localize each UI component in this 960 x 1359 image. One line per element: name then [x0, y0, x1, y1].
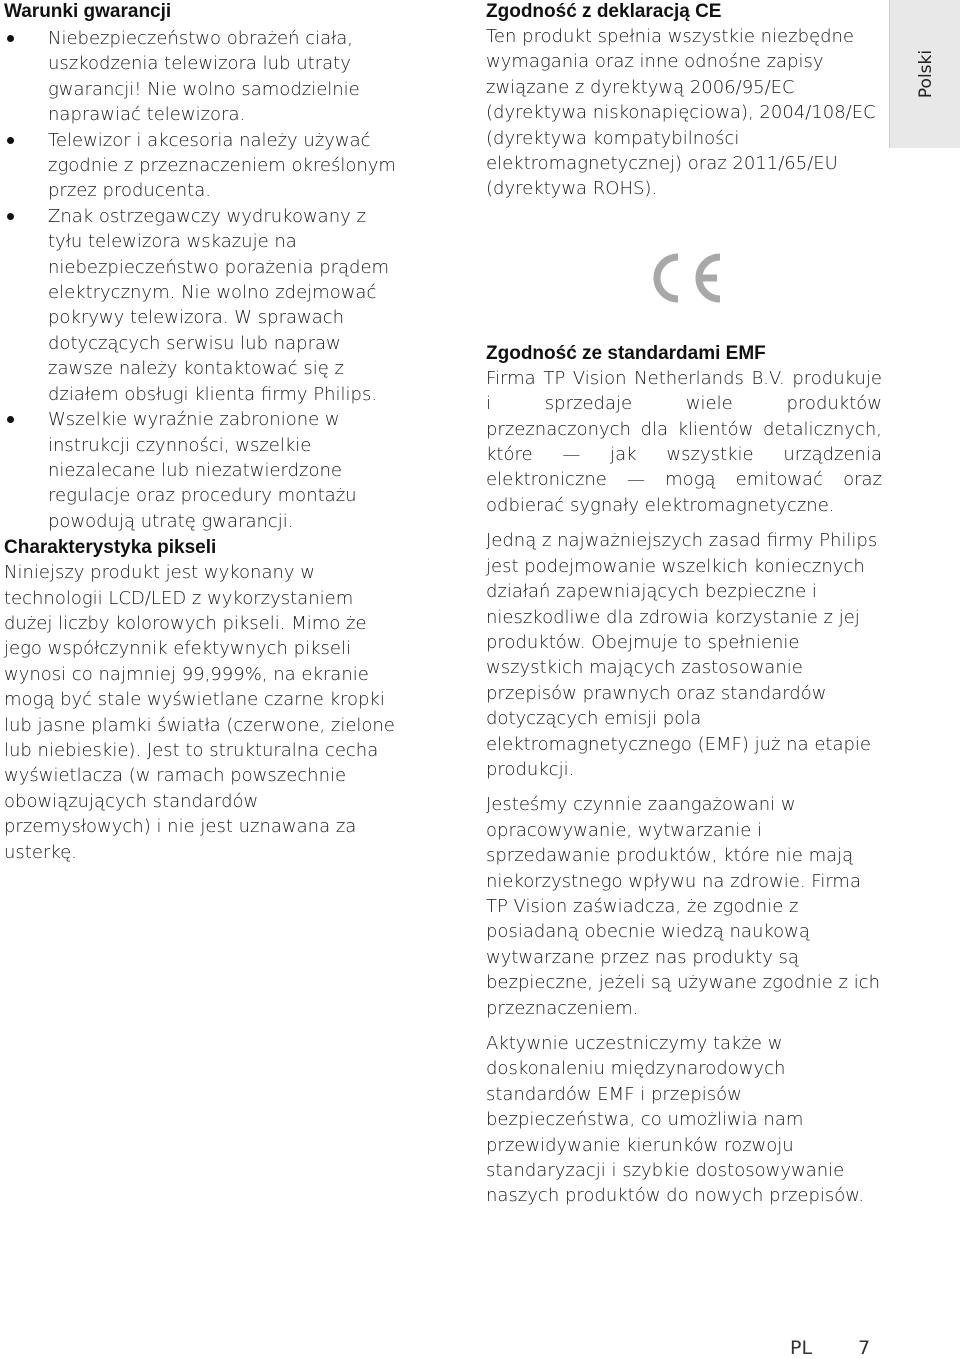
emf-paragraph-3: Jesteśmy czynnie zaangażowani w opracowywanie, wytwarzanie i sprzedawanie produktów, które nie mają niekorzystnego wpływu na zdrowie. Firma TP Vision zaświadcza, że zgodnie z posiadaną obecnie wiedzą naukową wytwarzane przez nas produkty są bezpieczne, jeżeli są używane zgodnie z ich przeznaczeniem.: [486, 794, 881, 1019]
left-column: [4, 0, 404, 865]
warranty-item-2: Telewizor i akcesoria należy używać zgodnie z przeznaczeniem określonym przez producenta.: [4, 128, 404, 204]
ce-mark-icon: [644, 250, 724, 306]
ce-heading: Zgodność z deklaracją CE: [486, 1, 722, 22]
emf-paragraph-4: Aktywnie uczestniczymy także w doskonaleniu międzynarodowych standardów EMF i przepisów bezpieczeństwa, co umożliwia nam przewidywanie kierunków rozwoju standaryzacji i szybkie dostosowywanie naszych produktów do nowych przepisów.: [486, 1033, 865, 1207]
emf-paragraph-1: Firma TP Vision Netherlands B.V. produkuje i sprzedaje wiele produktów przeznaczonych dla klientów detalicznych, które — jak wszystkie urządzenia elektroniczne — mogą emitować oraz odbierać sygnały elektromagnetyczne.: [486, 367, 882, 516]
page-number: 7: [858, 1337, 871, 1359]
warranty-item-1: Niebezpieczeństwo obrażeń ciała, uszkodzenia telewizora lub utraty gwarancji! Nie wolno samodzielnie naprawiać telewizora.: [4, 26, 404, 128]
footer-language-code: PL: [790, 1337, 813, 1359]
right-column: [486, 0, 882, 1209]
ce-text: Ten produkt spełnia wszystkie niezbędne wymagania oraz inne odnośne zapisy związane z dyrektywą 2006/95/EC (dyrektywa niskonapięciowa), 2004/108/EC (dyrektywa kompatybilności elektromagnetycznej) oraz 2011/65/EU (dyrektywa ROHS).: [486, 26, 876, 200]
ce-mark-area: [486, 222, 882, 342]
language-tab: [889, 0, 960, 148]
pixel-heading: Charakterystyka pikseli: [4, 537, 217, 559]
emf-paragraph-2: Jedną z najważniejszych zasad firmy Philips jest podejmowanie wszelkich koniecznych działań zapewniających bezpieczne i nieszkodliwe dla zdrowia korzystanie z jej produktów. Obejmuje to spełnienie wszystkich mających zastosowanie przepisów prawnych oraz standardów dotyczących emisji pola elektromagnetycznego (EMF) już na etapie produkcji.: [486, 530, 878, 780]
language-tab-label: Polski: [915, 49, 936, 99]
warranty-item-3: Znak ostrzegawczy wydrukowany z tyłu telewizora wskazuje na niebezpieczeństwo porażenia prądem elektrycznym. Nie wolno zdejmować pokrywy telewizora. W sprawach dotyczących serwisu lub napraw zawsze należy kontaktować się z działem obsługi klienta firmy Philips.: [4, 204, 404, 407]
warranty-item-4: Wszelkie wyraźnie zabronione w instrukcji czynności, wszelkie niezalecane lub niezatwierdzone regulacje oraz procedury montażu powodują utratę gwarancji.: [4, 407, 404, 534]
warranty-heading: Warunki gwarancji: [4, 1, 172, 22]
emf-heading: Zgodność ze standardami EMF: [486, 342, 766, 364]
pixel-text: Niniejszy produkt jest wykonany w technologii LCD/LED z wykorzystaniem dużej liczby kolorowych pikseli. Mimo że jego współczynnik efektywnych pikseli wynosi co najmniej 99,999%, na ekranie mogą być stale wyświetlane czarne kropki lub jasne plamki światła (czerwone, zielone lub niebieskie). Jest to strukturalna cecha wyświetlacza (w ramach powszechnie obowiązujących standardów przemysłowych) i nie jest uznawana za usterkę.: [4, 562, 395, 863]
warranty-list: [4, 26, 404, 534]
